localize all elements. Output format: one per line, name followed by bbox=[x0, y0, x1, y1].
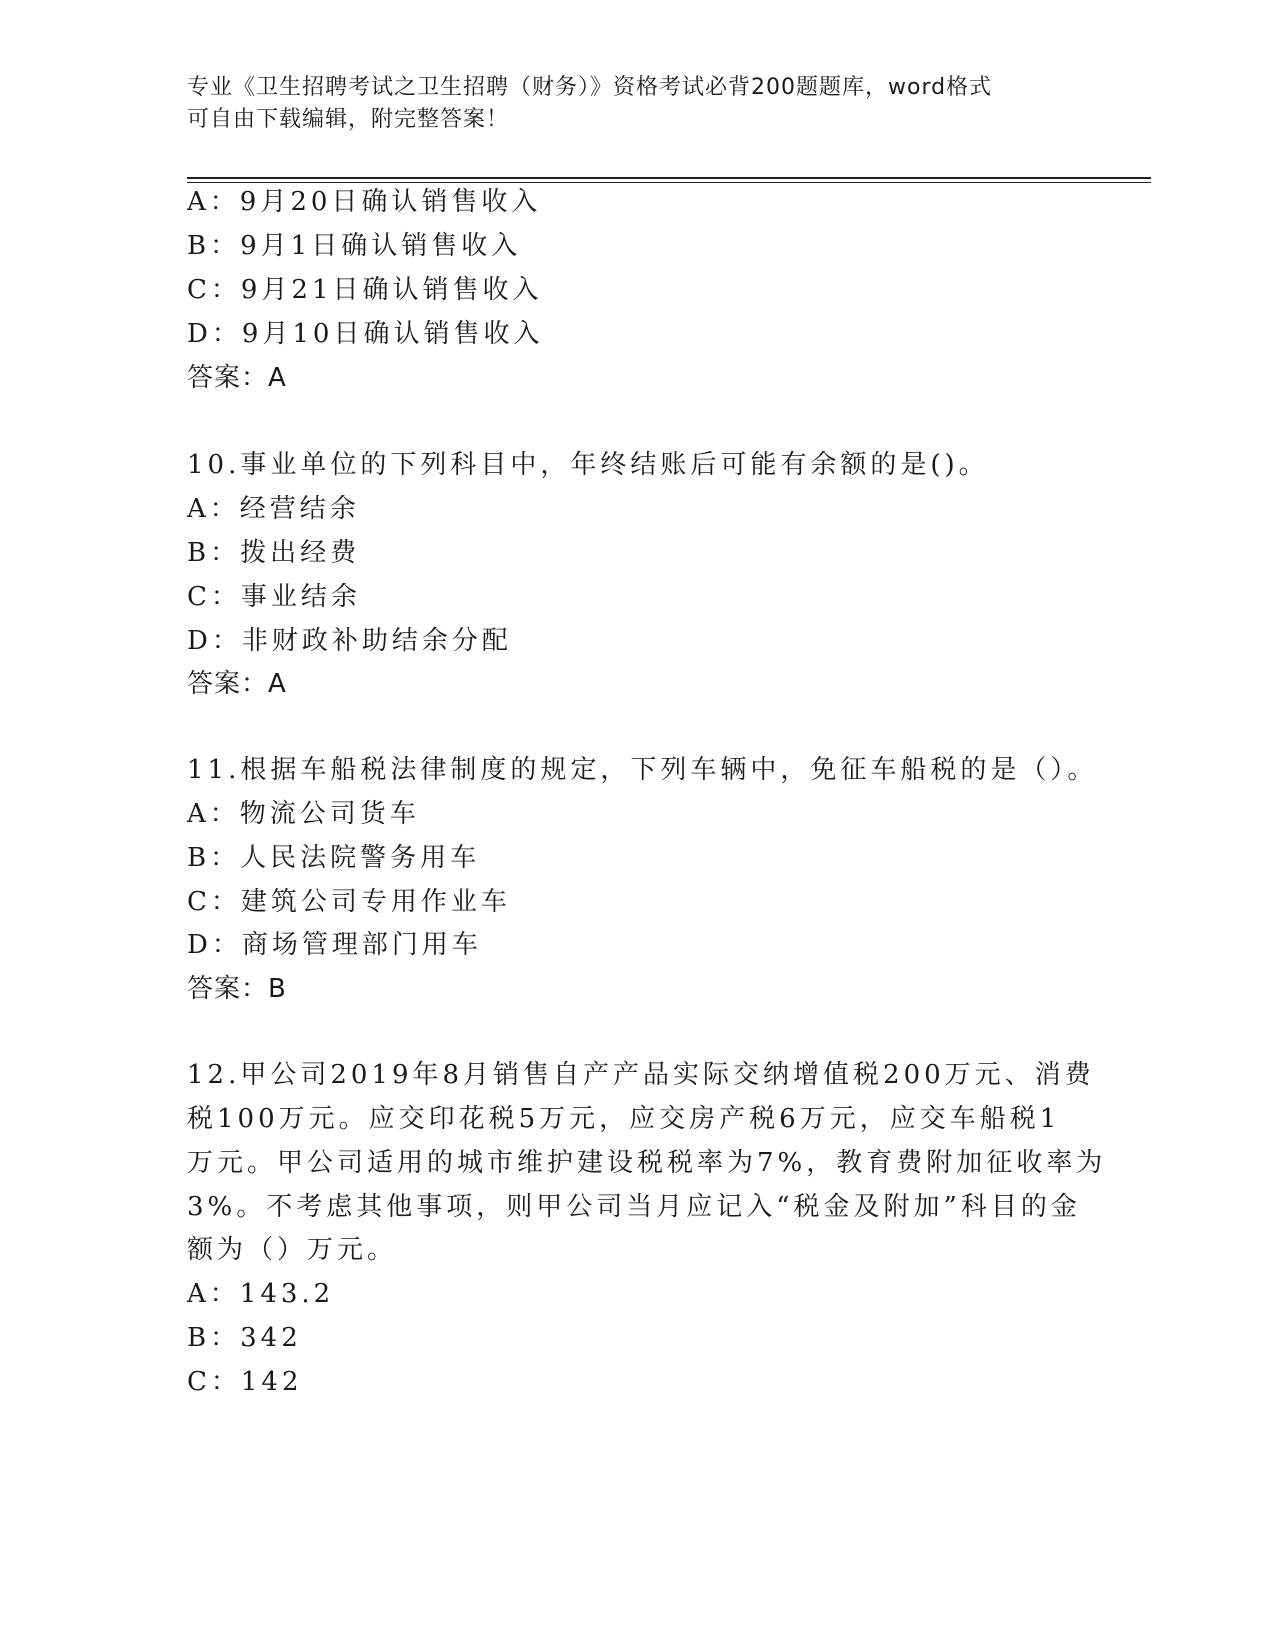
q9-option-b: B：9月1日确认销售收入 bbox=[187, 231, 522, 261]
q10-option-b: B：拨出经费 bbox=[187, 538, 361, 568]
q12-option-b: B：342 bbox=[187, 1323, 302, 1353]
q12-stem-line-5: 额为（）万元。 bbox=[187, 1235, 398, 1265]
q12-stem-line-1: 12.甲公司2019年8月销售自产产品实际交纳增值税200万元、消费 bbox=[187, 1060, 1095, 1090]
q12-option-c: C：142 bbox=[187, 1367, 303, 1397]
header-divider-thin bbox=[187, 182, 1151, 183]
header-line-2: 可自由下载编辑，附完整答案！ bbox=[187, 107, 510, 132]
q11-option-c: C：建筑公司专用作业车 bbox=[187, 887, 511, 917]
q10-option-a: A：经营结余 bbox=[187, 494, 360, 524]
q10-option-d: D：非财政补助结余分配 bbox=[187, 626, 512, 656]
q12-stem-line-4: 3%。不考虑其他事项，则甲公司当月应记入“税金及附加”科目的金 bbox=[187, 1192, 1081, 1222]
document-header bbox=[187, 72, 1087, 136]
q11-option-a: A：物流公司货车 bbox=[187, 799, 420, 829]
q9-option-c: C：9月21日确认销售收入 bbox=[187, 275, 543, 305]
q12-stem-line-3: 万元。甲公司适用的城市维护建设税税率为7%，教育费附加征收率为 bbox=[187, 1148, 1107, 1178]
header-line-1: 专业《卫生招聘考试之卫生招聘（财务）》资格考试必背200题题库，word格式 bbox=[187, 75, 993, 100]
q9-option-a: A：9月20日确认销售收入 bbox=[187, 187, 542, 217]
q11-option-d: D：商场管理部门用车 bbox=[187, 930, 482, 960]
q11-option-b: B：人民法院警务用车 bbox=[187, 843, 481, 873]
q10-option-c: C：事业结余 bbox=[187, 582, 361, 612]
q11-answer: 答案：B bbox=[187, 974, 287, 1004]
q11-stem: 11.根据车船税法律制度的规定，下列车辆中，免征车船税的是（）。 bbox=[187, 755, 1098, 785]
q10-answer: 答案：A bbox=[187, 669, 287, 699]
q9-answer: 答案：A bbox=[187, 363, 287, 393]
q9-option-d: D：9月10日确认销售收入 bbox=[187, 319, 544, 349]
q10-stem: 10.事业单位的下列科目中，年终结账后可能有余额的是()。 bbox=[187, 450, 989, 480]
q12-option-a: A：143.2 bbox=[187, 1279, 335, 1309]
header-divider-thick bbox=[187, 177, 1151, 179]
q12-stem-line-2: 税100万元。应交印花税5万元，应交房产税6万元，应交车船税1 bbox=[187, 1104, 1061, 1134]
